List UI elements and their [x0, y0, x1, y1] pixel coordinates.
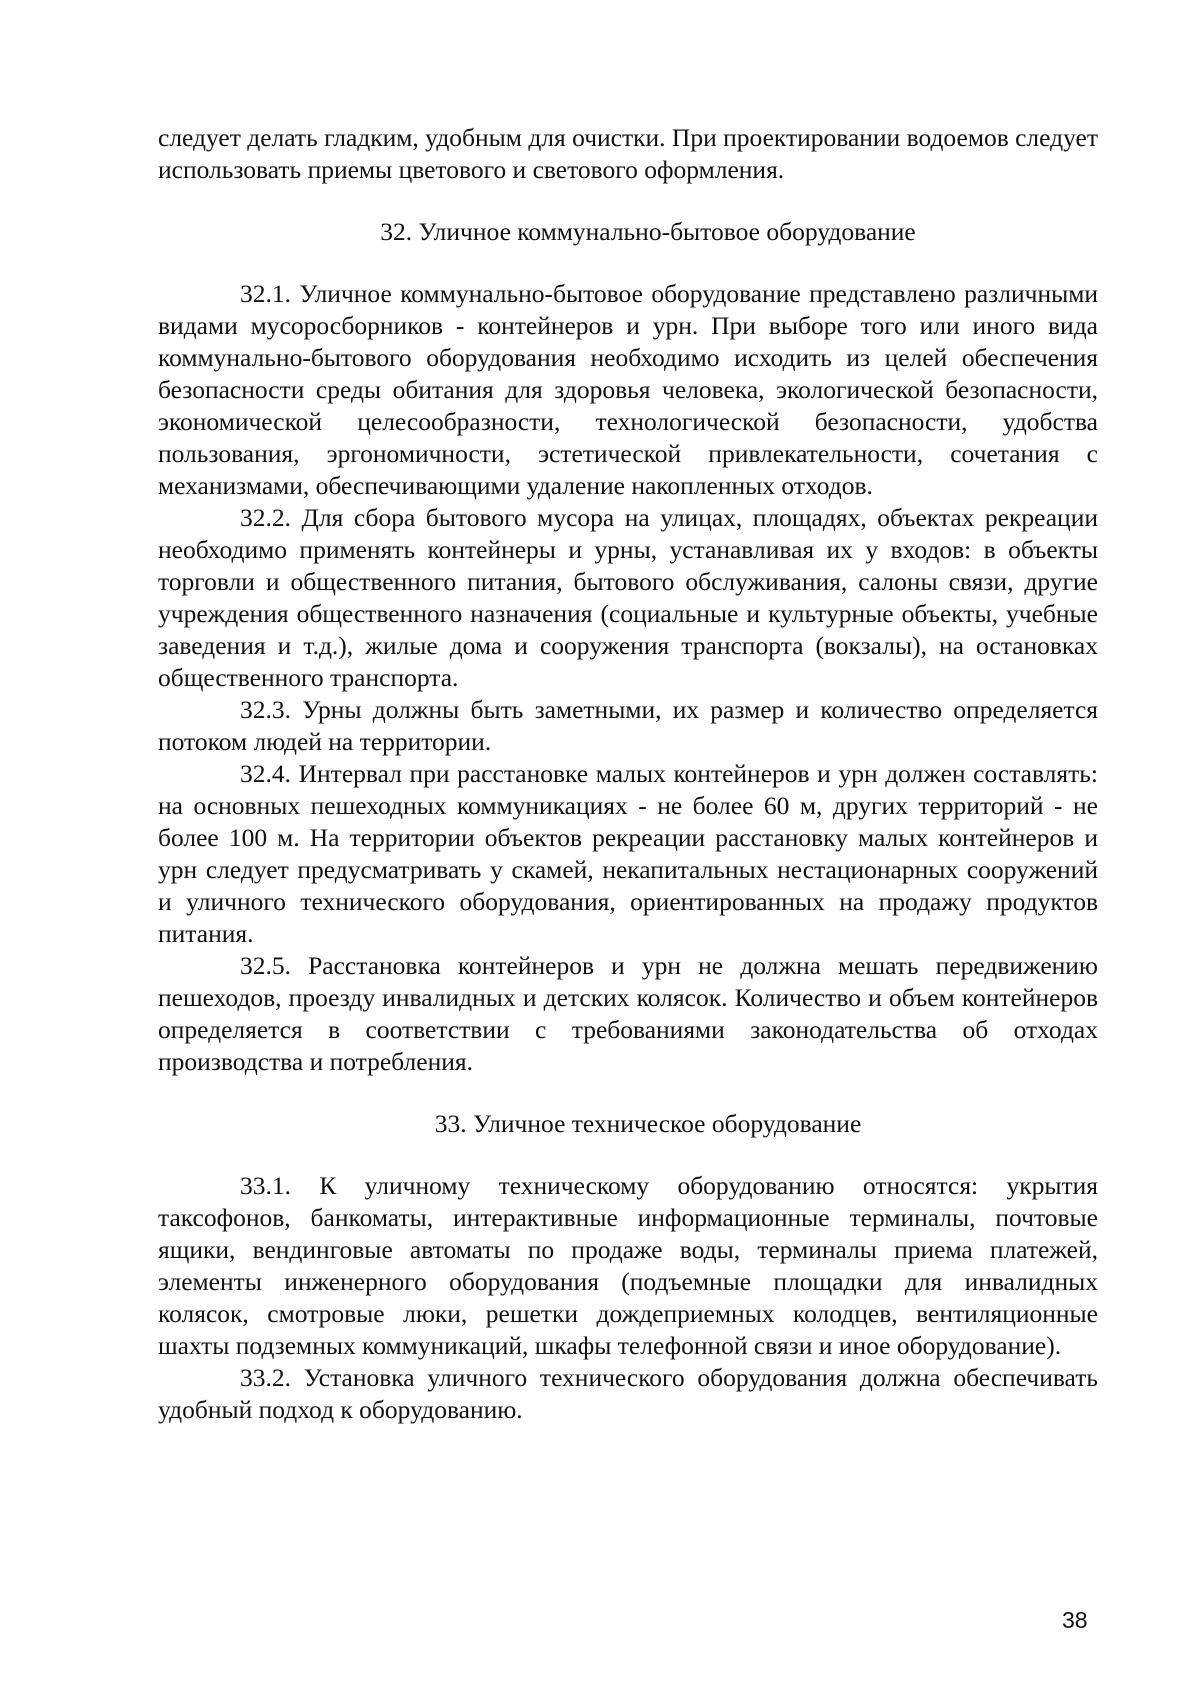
paragraph-32-5: 32.5. Расстановка контейнеров и урн не должна мешать передвижению пешеходов, проезду инвалидных и детских колясок. Количество и объем контейнеров определяется в соответствии с требованиями законодательства об отходах производства и потребления. — [158, 951, 1098, 1076]
spacer — [158, 1078, 1098, 1108]
section-32-heading: 32. Уличное коммунально-бытовое оборудование — [380, 217, 916, 246]
paragraph-32-3: 32.3. Урны должны быть заметными, их размер и количество определяется потоком людей на территории. — [158, 695, 1098, 756]
page-number: 38 — [1062, 1607, 1088, 1633]
continuation-paragraph: следует делать гладким, удобным для очистки. При проектировании водоемов следует использовать приемы цветового и светового оформления. — [158, 123, 1098, 184]
page-body — [158, 122, 1098, 1426]
paragraph-32-4: 32.4. Интервал при расстановке малых контейнеров и урн должен составлять: на основных пешеходных коммуникациях - не более 60 м, других территорий - не более 100 м. На территории объектов рекреации расстановку малых контейнеров и урн следует предусматривать у скамей, некапитальных нестационарных сооружений и уличного технического оборудования, ориентированных на продажу продуктов питания. — [158, 759, 1098, 948]
paragraph-32-2: 32.2. Для сбора бытового мусора на улицах, площадях, объектах рекреации необходимо применять контейнеры и урны, устанавливая их у входов: в объекты торговли и общественного питания, бытового обслуживания, салоны связи, другие учреждения общественного назначения (социальные и культурные объекты, учебные заведения и т.д.), жилые дома и сооружения транспорта (вокзалы), на остановках общественного транспорта. — [158, 503, 1098, 692]
paragraph-32-1: 32.1. Уличное коммунально-бытовое оборудование представлено различными видами мусоросборников - контейнеров и урн. При выборе того или иного вида коммунально-бытового оборудования необходимо исходить из целей обеспечения безопасности среды обитания для здоровья человека, экологической безопасности, экономической целесообразности, технологической безопасности, удобства пользования, эргономичности, эстетической привлекательности, сочетания с механизмами, обеспечивающими удаление накопленных отходов. — [158, 279, 1098, 500]
spacer — [158, 186, 1098, 216]
spacer — [158, 1140, 1098, 1170]
section-33-heading: 33. Уличное техническое оборудование — [434, 1109, 862, 1138]
paragraph-33-1: 33.1. К уличному техническому оборудованию относятся: укрытия таксофонов, банкоматы, интерактивные информационные терминалы, почтовые ящики, вендинговые автоматы по продаже воды, терминалы приема платежей, элементы инженерного оборудования (подъемные площадки для инвалидных колясок, смотровые люки, решетки дождеприемных колодцев, вентиляционные шахты подземных коммуникаций, шкафы телефонной связи и иное оборудование). — [158, 1171, 1098, 1360]
paragraph-33-2: 33.2. Установка уличного технического оборудования должна обеспечивать удобный подход к оборудованию. — [158, 1363, 1098, 1424]
spacer — [158, 248, 1098, 278]
